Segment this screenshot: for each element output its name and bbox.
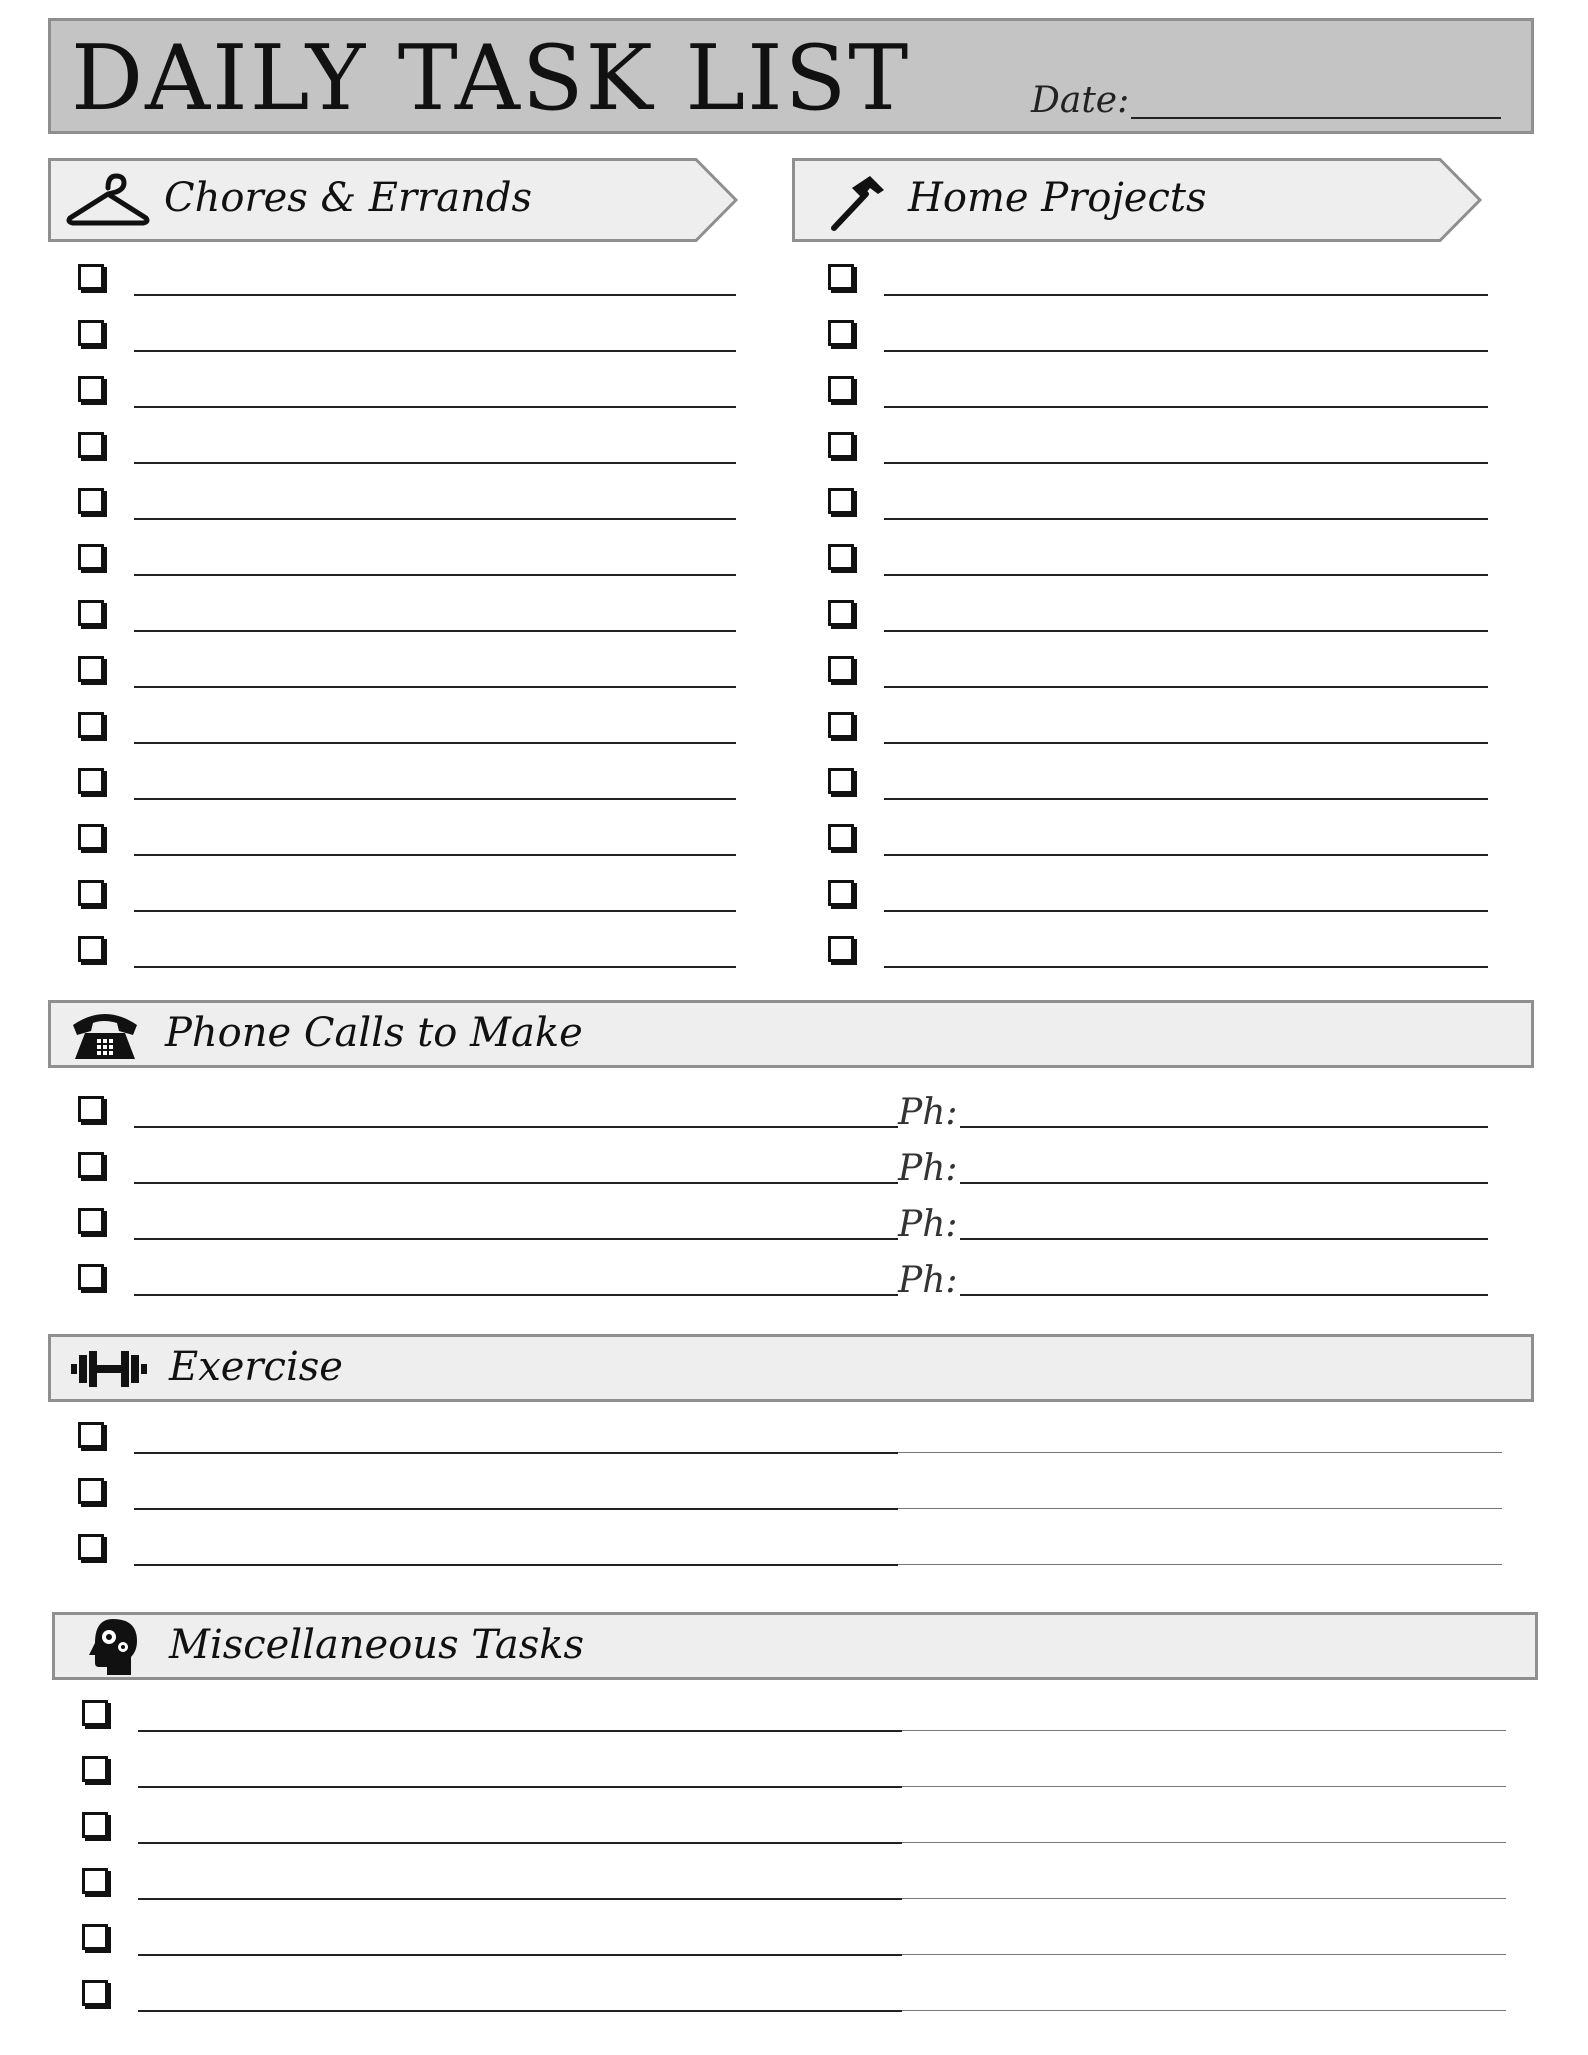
chores-entry-line[interactable] [134,518,736,520]
chores-task-row [78,480,738,520]
chores-entry-line[interactable] [134,294,736,296]
phone-number-label: Ph: [898,1092,958,1133]
misc-task-row [82,1916,1512,1956]
projects-checkbox[interactable] [828,824,854,850]
exercise-entry-line[interactable] [134,1452,898,1454]
projects-task-row [828,704,1488,744]
misc-entry-line-extension[interactable] [902,1898,1506,1899]
projects-title: Home Projects [908,175,1207,221]
chores-checkbox[interactable] [78,656,104,682]
chores-entry-line[interactable] [134,686,736,688]
projects-entry-line[interactable] [884,462,1488,464]
page-title: DAILY TASK LIST [71,26,911,131]
misc-entry-line[interactable] [138,1954,902,1956]
phone-number-label: Ph: [898,1148,958,1189]
projects-checkbox[interactable] [828,656,854,682]
exercise-title: Exercise [169,1344,343,1390]
chores-checkbox[interactable] [78,264,104,290]
misc-entry-line[interactable] [138,2010,902,2012]
projects-task-row [828,760,1488,800]
phone-number-line[interactable] [960,1126,1488,1128]
chores-task-row [78,648,738,688]
projects-task-row [828,928,1488,968]
chores-entry-line[interactable] [134,910,736,912]
chores-task-row [78,424,738,464]
phone-entry-line[interactable] [134,1294,898,1296]
projects-checkbox[interactable] [828,600,854,626]
projects-entry-line[interactable] [884,406,1488,408]
exercise-header [48,1334,1534,1402]
exercise-checkbox[interactable] [78,1478,104,1504]
misc-checkbox[interactable] [82,1700,108,1726]
projects-entry-line[interactable] [884,910,1488,912]
misc-entry-line[interactable] [138,1786,902,1788]
projects-entry-line[interactable] [884,294,1488,296]
chores-entry-line[interactable] [134,462,736,464]
projects-checkbox[interactable] [828,712,854,738]
projects-checkbox[interactable] [828,544,854,570]
chores-entry-line[interactable] [134,966,736,968]
misc-entry-line[interactable] [138,1898,902,1900]
telephone-icon [69,1007,141,1063]
chores-checkbox[interactable] [78,824,104,850]
projects-task-row [828,424,1488,464]
phone-title: Phone Calls to Make [165,1010,583,1056]
projects-entry-line[interactable] [884,854,1488,856]
misc-task-row [82,1692,1512,1732]
phone-task-row [78,1144,1498,1189]
date-field-line[interactable] [1131,117,1501,119]
phone-number-label: Ph: [898,1260,958,1301]
projects-task-row [828,816,1488,856]
chores-task-row [78,872,738,912]
exercise-checkbox[interactable] [78,1534,104,1560]
exercise-entry-line-extension[interactable] [898,1564,1502,1565]
chores-checkbox[interactable] [78,376,104,402]
projects-checkbox[interactable] [828,376,854,402]
exercise-entry-line[interactable] [134,1508,898,1510]
phone-entry-line[interactable] [134,1182,898,1184]
chores-task-row [78,256,738,296]
chores-checkbox[interactable] [78,600,104,626]
chores-header [48,158,738,242]
projects-entry-line[interactable] [884,966,1488,968]
phone-checkbox[interactable] [78,1152,104,1178]
projects-entry-line[interactable] [884,686,1488,688]
projects-task-row [828,648,1488,688]
projects-entry-line[interactable] [884,350,1488,352]
title-banner [48,18,1534,134]
projects-entry-line[interactable] [884,630,1488,632]
projects-header [792,158,1482,242]
phone-number-label: Ph: [898,1204,958,1245]
projects-checkbox[interactable] [828,488,854,514]
misc-header [52,1612,1538,1680]
chores-task-row [78,536,738,576]
chores-checkbox[interactable] [78,320,104,346]
exercise-entry-line-extension[interactable] [898,1452,1502,1453]
chores-entry-line[interactable] [134,406,736,408]
chores-entry-line[interactable] [134,742,736,744]
projects-checkbox[interactable] [828,936,854,962]
head-gears-icon [85,1617,141,1677]
projects-task-row [828,480,1488,520]
misc-entry-line-extension[interactable] [902,1954,1506,1955]
hammer-icon [826,170,890,234]
phone-task-row [78,1256,1498,1301]
chores-checkbox[interactable] [78,768,104,794]
misc-task-row [82,1860,1512,1900]
misc-title: Miscellaneous Tasks [169,1622,585,1668]
chores-task-row [78,816,738,856]
misc-entry-line[interactable] [138,1730,902,1732]
misc-checkbox[interactable] [82,1756,108,1782]
chores-task-row [78,312,738,352]
misc-task-row [82,1748,1512,1788]
projects-task-row [828,312,1488,352]
projects-checkbox[interactable] [828,768,854,794]
exercise-entry-line[interactable] [134,1564,898,1566]
chores-entry-line[interactable] [134,854,736,856]
misc-entry-line-extension[interactable] [902,2010,1506,2011]
misc-checkbox[interactable] [82,1812,108,1838]
chores-checkbox[interactable] [78,880,104,906]
projects-task-row [828,368,1488,408]
phone-header [48,1000,1534,1068]
misc-task-row [82,1972,1512,2012]
chores-task-row [78,592,738,632]
chores-checkbox[interactable] [78,432,104,458]
chores-checkbox[interactable] [78,544,104,570]
phone-number-line[interactable] [960,1238,1488,1240]
phone-checkbox[interactable] [78,1264,104,1290]
date-label: Date: [1031,80,1130,121]
misc-entry-line-extension[interactable] [902,1730,1506,1731]
chores-checkbox[interactable] [78,488,104,514]
chores-checkbox[interactable] [78,936,104,962]
phone-number-line[interactable] [960,1294,1488,1296]
phone-number-line[interactable] [960,1182,1488,1184]
projects-checkbox[interactable] [828,880,854,906]
misc-entry-line[interactable] [138,1842,902,1844]
chores-task-row [78,704,738,744]
projects-checkbox[interactable] [828,264,854,290]
projects-entry-line[interactable] [884,742,1488,744]
exercise-task-row [78,1414,1508,1454]
chores-entry-line[interactable] [134,574,736,576]
projects-task-row [828,872,1488,912]
phone-task-row [78,1088,1498,1133]
chores-entry-line[interactable] [134,350,736,352]
misc-checkbox[interactable] [82,1868,108,1894]
chores-task-row [78,368,738,408]
chores-checkbox[interactable] [78,712,104,738]
misc-entry-line-extension[interactable] [902,1786,1506,1787]
phone-task-row [78,1200,1498,1245]
exercise-entry-line-extension[interactable] [898,1508,1502,1509]
chores-entry-line[interactable] [134,798,736,800]
projects-checkbox[interactable] [828,320,854,346]
projects-task-row [828,256,1488,296]
chores-task-row [78,928,738,968]
exercise-task-row [78,1526,1508,1566]
hanger-icon [66,168,150,232]
phone-checkbox[interactable] [78,1208,104,1234]
chores-entry-line[interactable] [134,630,736,632]
projects-task-row [828,536,1488,576]
projects-checkbox[interactable] [828,432,854,458]
exercise-task-row [78,1470,1508,1510]
phone-checkbox[interactable] [78,1096,104,1122]
dumbbell-icon [69,1345,149,1393]
misc-checkbox[interactable] [82,1980,108,2006]
misc-task-row [82,1804,1512,1844]
projects-entry-line[interactable] [884,574,1488,576]
chores-task-row [78,760,738,800]
projects-task-row [828,592,1488,632]
phone-entry-line[interactable] [134,1238,898,1240]
projects-entry-line[interactable] [884,798,1488,800]
exercise-checkbox[interactable] [78,1422,104,1448]
misc-checkbox[interactable] [82,1924,108,1950]
projects-entry-line[interactable] [884,518,1488,520]
phone-entry-line[interactable] [134,1126,898,1128]
chores-title: Chores & Errands [164,175,532,221]
misc-entry-line-extension[interactable] [902,1842,1506,1843]
